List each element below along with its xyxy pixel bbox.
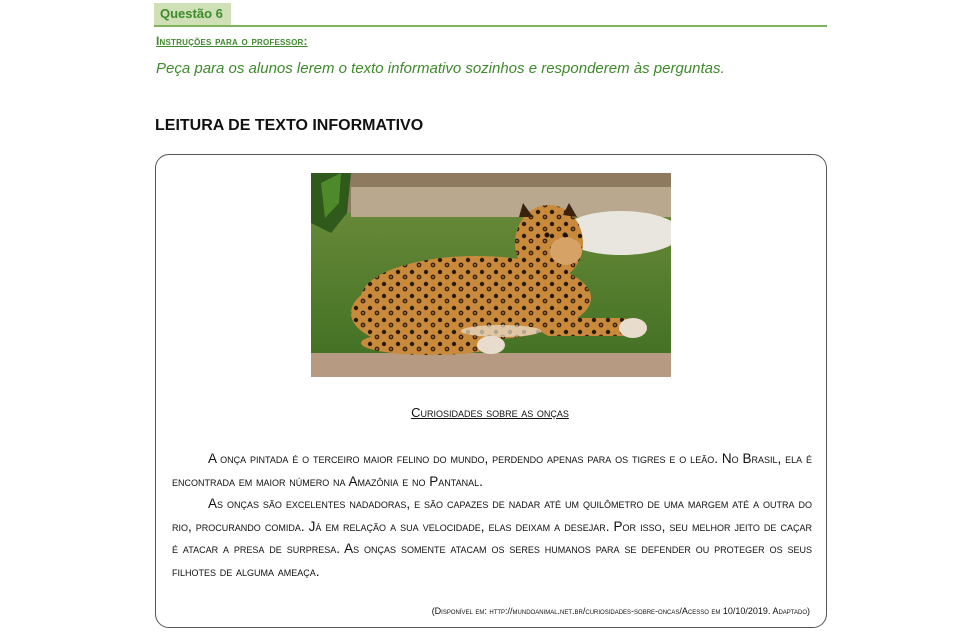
article-title: Curiosidades sobre as onças [411,405,569,420]
article-paragraph: A onça pintada é o terceiro maior felino do mundo, perdendo apenas para os tigres e o leão. No Brasil, ela é encontrada em maior número na Amazônia e no Pantanal. [172,451,812,489]
article-body [172,448,812,583]
article-paragraph: As onças são excelentes nadadoras, e são capazes de nadar até um quilômetro de uma margem até a outra do rio, procurando comida. Já em relação a sua velocidade, elas deixam a desejar. Por isso, seu melhor jeito de caçar é atacar a presa de surpresa. As onças somente atacam os seres humanos para se defender ou proteger os seus filhotes de alguma ameaça. [172,496,812,579]
question-number-tab [154,3,231,25]
instructions-label: Instruções para o professor: [156,34,308,48]
section-title: LEITURA DE TEXTO INFORMATIVO [155,117,424,134]
source-citation: (Disponível em: http://mundoanimal.net.br/curiosidades-sobre-oncas/Acesso em 10/10/2019. Adaptado) [431,606,810,616]
header-divider [154,25,827,27]
question-label: Questão 6 [160,6,223,21]
instructions-text: Peça para os alunos lerem o texto informativo sozinhos e responderem às perguntas. [156,60,725,77]
jaguar-photo [311,173,671,377]
